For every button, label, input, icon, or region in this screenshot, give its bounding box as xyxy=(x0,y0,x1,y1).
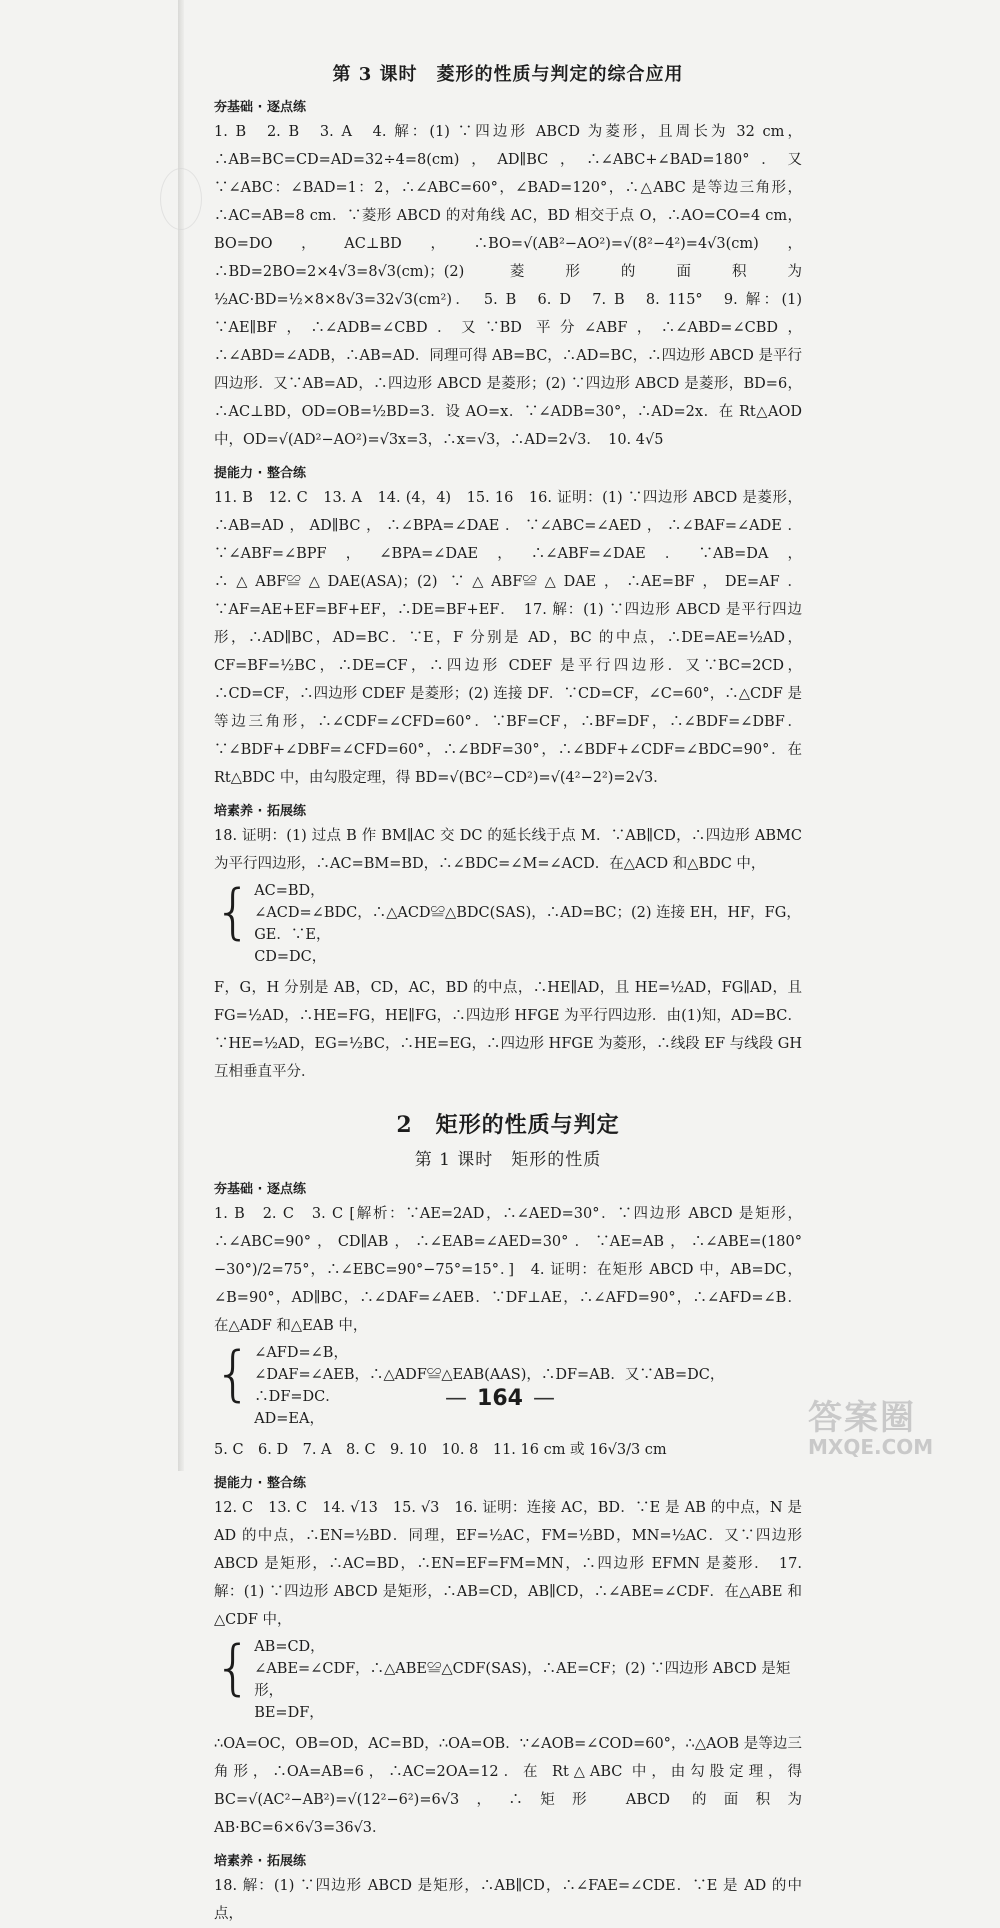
system-line: ∠ACD=∠BDC，∴△ACD≌△BDC(SAS)，∴AD=BC；(2) 连接 EH，HF，FG，GE．∵E， xyxy=(254,905,801,943)
section-improve-2: 提能力 · 整合练 xyxy=(214,1476,306,1491)
answers-basic-2: 1. B 2. C 3. C [解析：∵AE=2AD，∴∠AED=30°．∵四边形 ABCD 是矩形，∴∠ABC=90°，CD∥AB，∴∠EAB=∠AED=30°．∵AE=AB，∴∠ABE=(180°−30°)/2=75°，∴∠EBC=90°−75°=15°．] 4. 证明：在矩形 ABCD 中，AB=DC，∠B=90°，AD∥BC，∴∠DAF=∠AEB．∵DF⊥AE，∴∠AFD=90°，∴∠AFD=∠B．在△ADF 和△EAB 中， xyxy=(214,1206,802,1334)
dash-decoration: — xyxy=(445,1386,468,1411)
watermark-text: 答案圈 xyxy=(808,1398,916,1438)
equation-system-3 xyxy=(214,1633,802,1724)
answers-improve-2-rest: ∴OA=OC，OB=OD，AC=BD，∴OA=OB．∵∠AOB=∠COD=60°，∴△AOB 是等边三角形，∴OA=AB=6，∴AC=2OA=12．在 Rt△ABC 中，由勾股定理，得 BC=√(AC²−AB²)=√(12²−6²)=6√3，∴矩形 ABCD 的面积为 AB·BC=6×6√3=36√3． xyxy=(214,1736,802,1836)
section-improve-1: 提能力 · 整合练 xyxy=(214,466,306,481)
system-line: ∠AFD=∠B， xyxy=(254,1345,348,1361)
brace-icon: { xyxy=(214,1633,253,1703)
system-line: ∠ABE=∠CDF，∴△ABE≌△CDF(SAS)，∴AE=CF；(2) ∵四边形 ABCD 是矩形， xyxy=(254,1661,791,1699)
system-line: AC=BD， xyxy=(254,883,325,899)
section-extend-2: 培素养 · 拓展练 xyxy=(214,1854,306,1869)
system-line: CD=DC， xyxy=(254,949,327,965)
watermark-logo xyxy=(808,1390,978,1458)
answer-content xyxy=(214,60,802,1928)
chapter-2-lesson: 第 1 课时 矩形的性质 xyxy=(414,1150,602,1170)
answers-extend-1-rest: F，G，H 分别是 AB，CD，AC，BD 的中点，∴HE∥AD，且 HE=½AD，FG∥AD，且 FG=½AD，∴HE=FG，HE∥FG，∴四边形 HFGE 为平行四边形．由(1)知，AD=BC．∵HE=½AD，EG=½BC，∴HE=EG，∴四边形 HFGE 为菱形，∴线段 EF 与线段 GH 互相垂直平分． xyxy=(214,980,802,1080)
answers-extend-2: 18. 解：(1) ∵四边形 ABCD 是矩形，∴AB∥CD，∴∠FAE=∠CDE．∵E 是 AD 的中点， xyxy=(214,1878,802,1922)
lesson3-heading: 第 3 课时 菱形的性质与判定的综合应用 xyxy=(332,64,684,85)
section-basic-2: 夯基础 · 逐点练 xyxy=(214,1182,306,1197)
system-line: AB=CD， xyxy=(254,1639,325,1655)
watermark-url: MXQE.COM xyxy=(808,1435,934,1459)
equation-system-1 xyxy=(214,877,802,968)
section-basic-1: 夯基础 · 逐点练 xyxy=(214,100,306,115)
brace-icon: { xyxy=(214,1339,253,1409)
system-line: BE=DF， xyxy=(254,1705,324,1721)
page-number-value: 164 xyxy=(477,1386,523,1411)
brace-icon: { xyxy=(214,877,253,947)
dash-decoration: — xyxy=(532,1386,555,1411)
answers-improve-1: 11. B 12. C 13. A 14. (4，4) 15. 16 16. 证明：(1) ∵四边形 ABCD 是菱形，∴AB=AD，AD∥BC，∴∠BPA=∠DAE．∵∠ABC=∠AED，∴∠BAF=∠ADE．∵∠ABF=∠BPF，∠BPA=∠DAE，∴∠ABF=∠DAE．∵AB=DA，∴△ABF≌△DAE(ASA)；(2) ∵△ABF≌△DAE，∴AE=BF，DE=AF．∵AF=AE+EF=BF+EF，∴DE=BF+EF． 17. 解：(1) ∵四边形 ABCD 是平行四边形，∴AD∥BC，AD=BC．∵E，F 分别是 AD，BC 的中点，∴DE=AE=½AD，CF=BF=½BC，∴DE=CF，∴四边形 CDEF 是平行四边形．又∵BC=2CD，∴CD=CF，∴四边形 CDEF 是菱形；(2) 连接 DF．∵CD=CF，∠C=60°，∴△CDF 是等边三角形，∴∠CDF=∠CFD=60°．∵BF=CF，∴BF=DF，∴∠BDF=∠DBF．∵∠BDF+∠DBF=∠CFD=60°，∴∠BDF=30°，∴∠BDF+∠CDF=∠BDC=90°．在 Rt△BDC 中，由勾股定理，得 BD=√(BC²−CD²)=√(4²−2²)=2√3． xyxy=(214,490,802,786)
system-line: AD=EA， xyxy=(254,1411,324,1427)
answers-improve-2: 12. C 13. C 14. √13 15. √3 16. 证明：连接 AC，BD．∵E 是 AB 的中点，N 是 AD 的中点，∴EN=½BD．同理，EF=½AC，FM=½BD，MN=½AC．又∵四边形 ABCD 是矩形，∴AC=BD，∴EN=EF=FM=MN，∴四边形 EFMN 是菱形． 17. 解：(1) ∵四边形 ABCD 是矩形，∴AB=CD，AB∥CD，∴∠ABE=∠CDF．在△ABE 和△CDF 中， xyxy=(214,1500,802,1628)
section-extend-1: 培素养 · 拓展练 xyxy=(214,804,306,819)
answers-extend-1-intro: 18. 证明：(1) 过点 B 作 BM∥AC 交 DC 的延长线于点 M．∵AB∥CD，∴四边形 ABMC 为平行四边形，∴AC=BM=BD，∴∠BDC=∠M=∠ACD．在△ACD 和△BDC 中， xyxy=(214,828,802,872)
answers-basic-2-tail: 5. C 6. D 7. A 8. C 9. 10 10. 8 11. 16 cm 或 16√3/3 cm xyxy=(214,1442,667,1458)
chapter-2-title: 2 矩形的性质与判定 xyxy=(396,1112,620,1138)
answers-basic-1: 1. B 2. B 3. A 4. 解：(1) ∵四边形 ABCD 为菱形，且周长为 32 cm，∴AB=BC=CD=AD=32÷4=8(cm)，AD∥BC，∴∠ABC+∠BAD=180°．又∵∠ABC：∠BAD=1：2，∴∠ABC=60°，∠BAD=120°，∴△ABC 是等边三角形，∴AC=AB=8 cm．∵菱形 ABCD 的对角线 AC，BD 相交于点 O，∴AO=CO=4 cm，BO=DO，AC⊥BD，∴BO=√(AB²−AO²)=√(8²−4²)=4√3(cm)，∴BD=2BO=2×4√3=8√3(cm)；(2) 菱形的面积为 ½AC·BD=½×8×8√3=32√3(cm²)． 5. B 6. D 7. B 8. 115° 9. 解：(1) ∵AE∥BF，∴∠ADB=∠CBD．又∵BD 平分∠ABF，∴∠ABD=∠CBD，∴∠ABD=∠ADB，∴AB=AD．同理可得 AB=BC，∴AD=BC，∴四边形 ABCD 是平行四边形．又∵AB=AD，∴四边形 ABCD 是菱形；(2) ∵四边形 ABCD 是菱形，BD=6，∴AC⊥BD，OD=OB=½BD=3．设 AO=x．∵∠ADB=30°，∴AD=2x．在 Rt△AOD 中，OD=√(AD²−AO²)=√3x=3，∴x=√3，∴AD=2√3． 10. 4√5 xyxy=(214,124,802,448)
faint-stamp xyxy=(160,168,202,230)
system-line: ∠DAF=∠AEB，∴△ADF≌△EAB(AAS)，∴DF=AB．又∵AB=DC，∴DF=DC． xyxy=(254,1367,725,1405)
